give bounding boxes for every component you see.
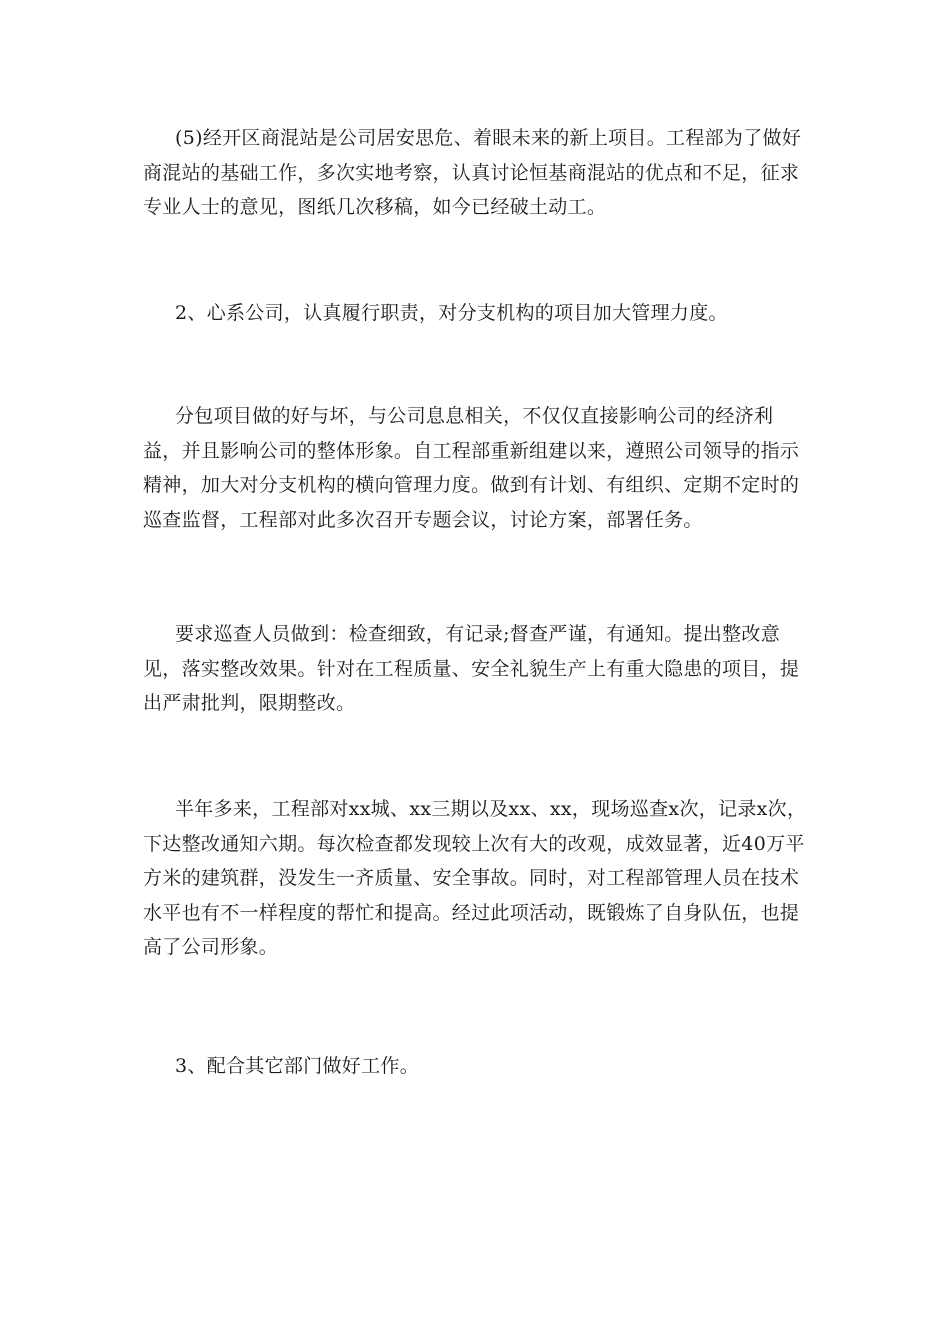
paragraph-subcontract-projects: 分包项目做的好与坏，与公司息息相关，不仅仅直接影响公司的经济利益，并且影响公司的整体形象。自工程部重新组建以来，遵照公司领导的指示精神，加大对分支机构的横向管理力度。做到有计划、有组织、定期不定时的巡查监督，工程部对此多次召开专题会议，讨论方案，部署任务。 — [143, 405, 800, 531]
paragraph-half-year-results: 半年多来，工程部对xx城、xx三期以及xx、xx，现场巡查x次，记录x次，下达整改通知六期。每次检查都发现较上次有大的改观，成效显著，近40万平方米的建筑群，没发生一齐质量、安全事故。同时，对工程部管理人员在技术水平也有不一样程度的帮忙和提高。经过此项活动，既锻炼了自身队伍，也提高了公司形象。 — [143, 798, 807, 958]
paragraph-concrete-station: (5)经开区商混站是公司居安思危、着眼未来的新上项目。工程部为了做好商混站的基础工作，多次实地考察，认真讨论恒基商混站的优点和不足，征求专业人士的意见，图纸几次移稿，如今已经破土动工。 — [143, 127, 802, 218]
heading-item-3: 3、配合其它部门做好工作。 — [175, 1055, 419, 1077]
heading-item-2: 2、心系公司，认真履行职责，对分支机构的项目加大管理力度。 — [175, 302, 728, 324]
paragraph-inspection-requirements: 要求巡查人员做到：检查细致，有记录;督查严谨，有通知。提出整改意见，落实整改效果。针对在工程质量、安全礼貌生产上有重大隐患的项目，提出严肃批判，限期整改。 — [143, 623, 800, 714]
